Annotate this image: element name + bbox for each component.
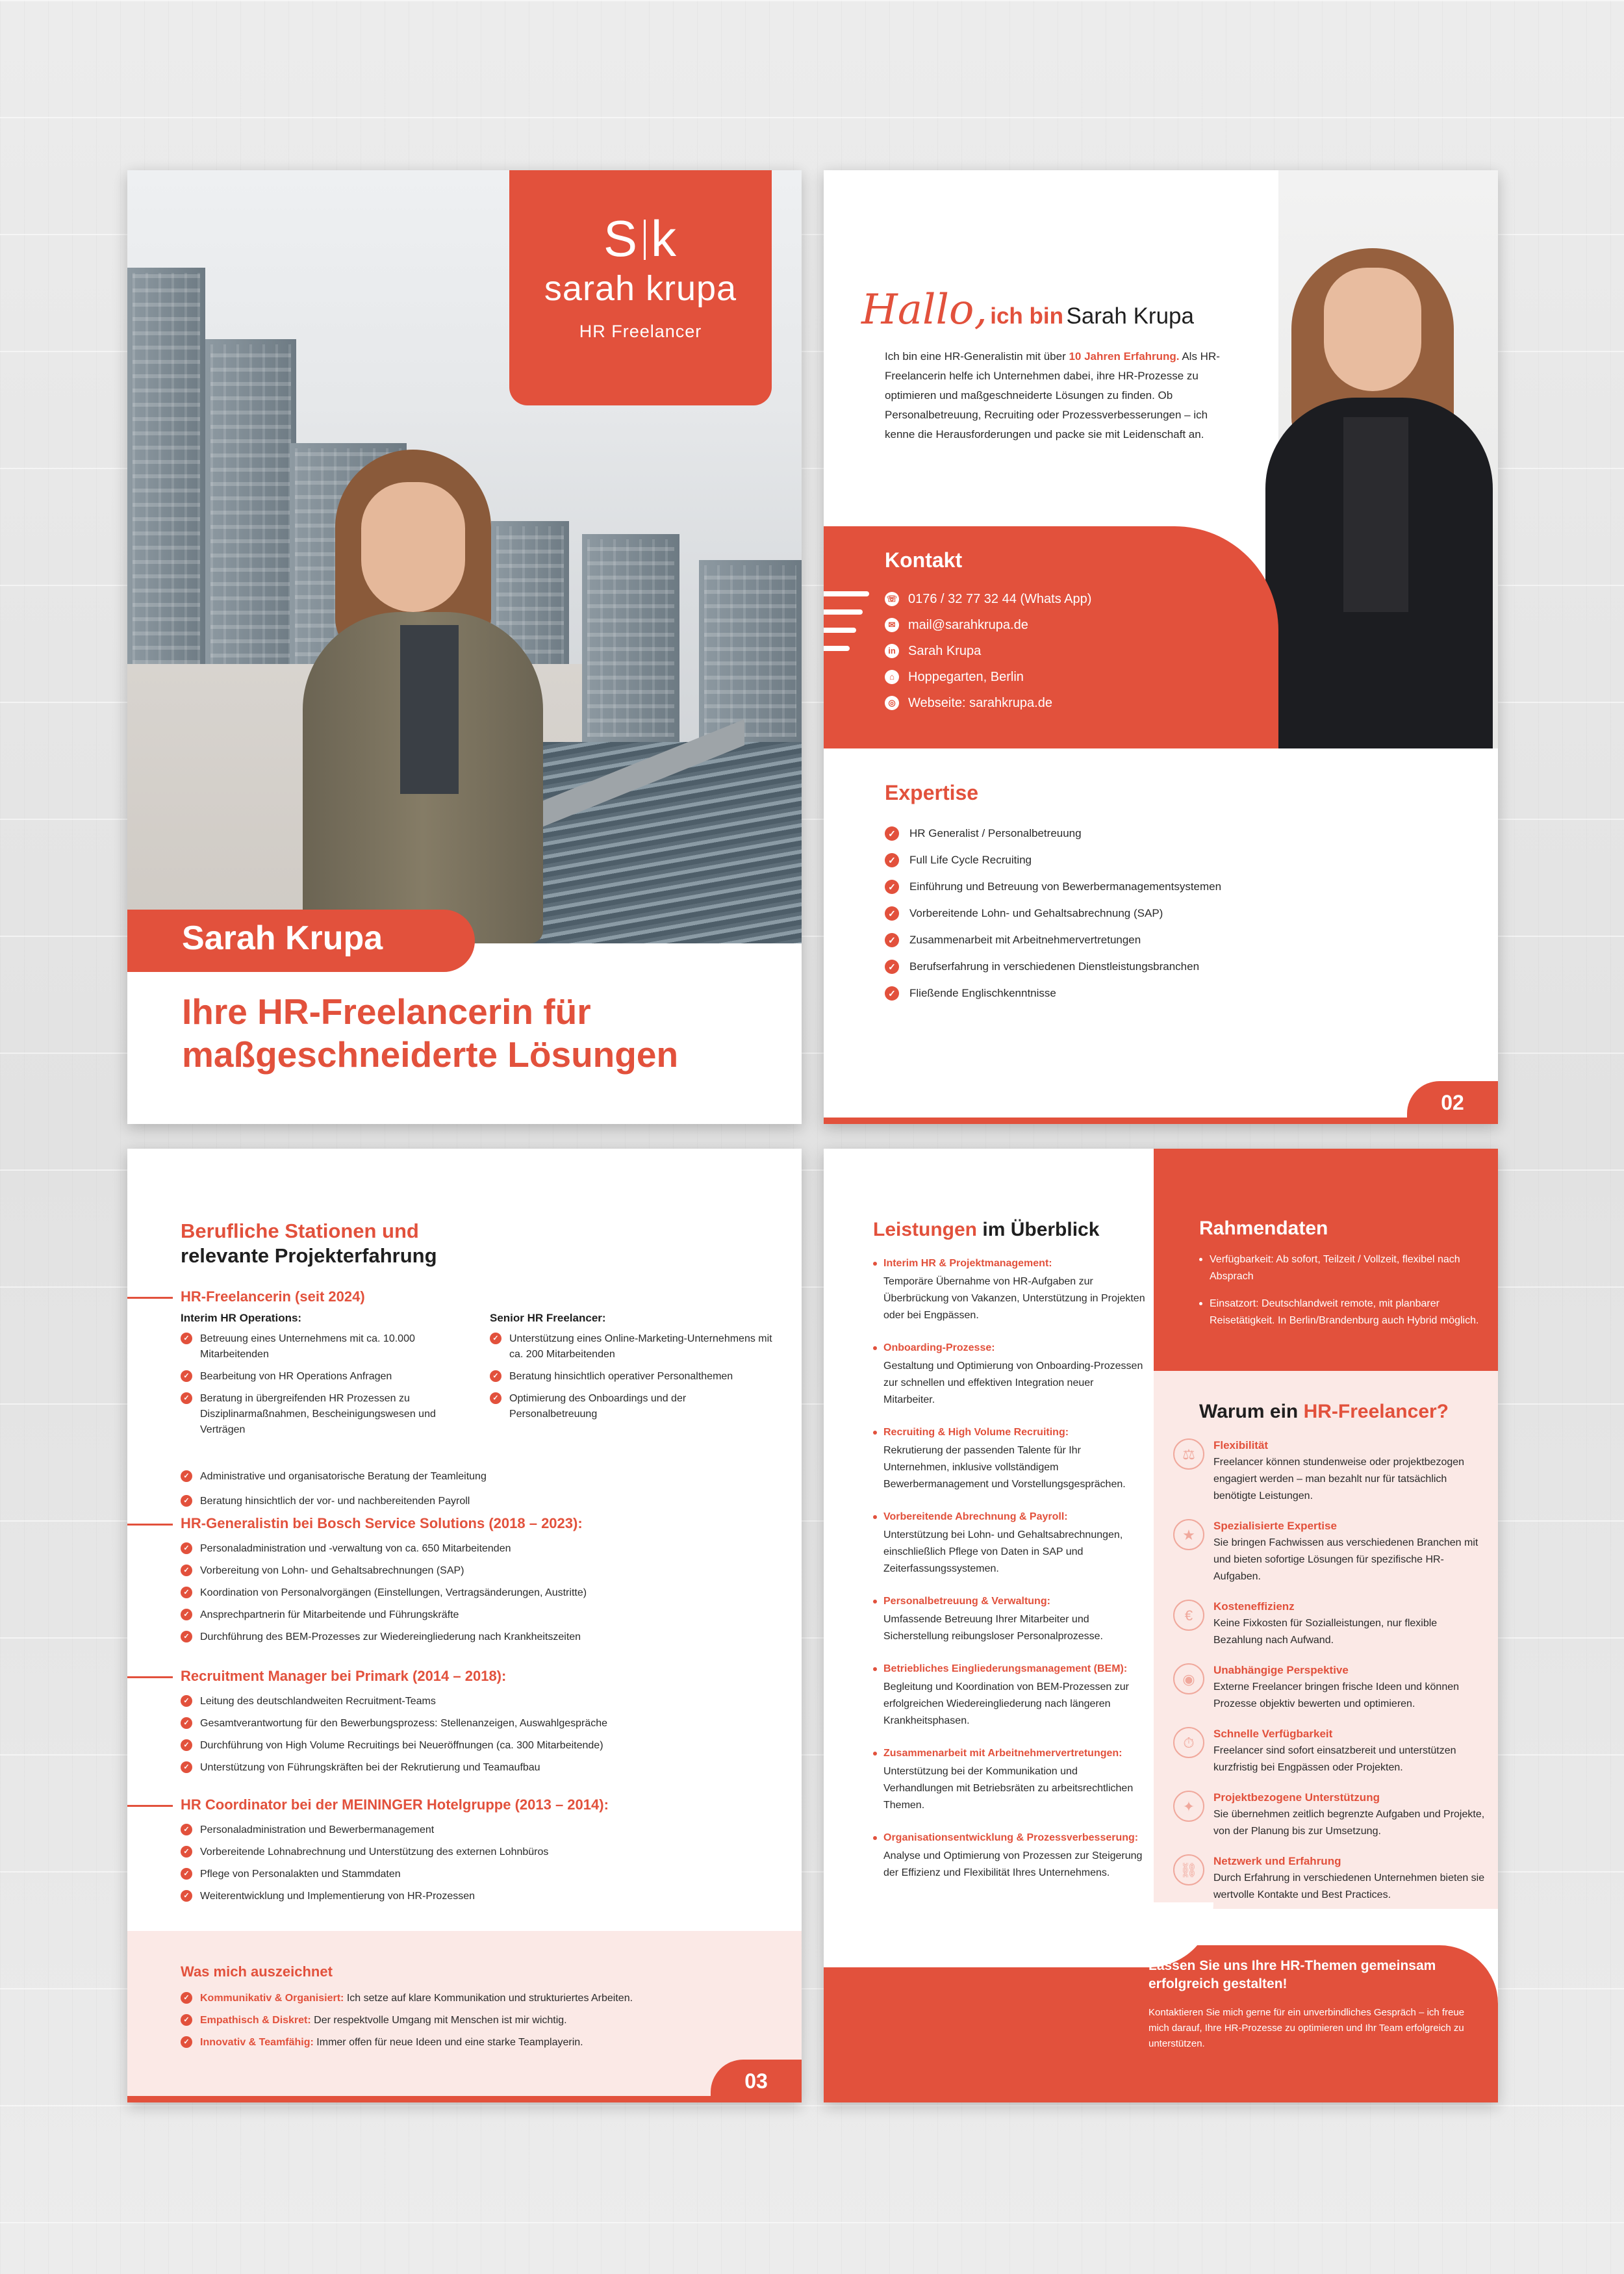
list-item: ✓ Leitung des deutschlandweiten Recruitment-Teams (181, 1694, 765, 1709)
why-item: ★ Spezialisierte Expertise Sie bringen Fachwissen aus verschiedenen Branchen mit und bieten sofortige Lösungen für spezifische HR-Aufgaben. (1173, 1519, 1485, 1585)
footer-bar (127, 2096, 802, 2102)
contact-website[interactable]: ◎ Webseite: sarahkrupa.de (885, 690, 1091, 716)
greeting (861, 286, 1277, 334)
why-item: ✦ Projektbezogene Unterstützung Sie übernehmen zeitlich begrenzte Aufgaben und Projekte, von der Planung bis zur Umsetzung. (1173, 1791, 1485, 1840)
list-item: ✓ Einführung und Betreuung von Bewerbermanagementsystemen (885, 880, 1456, 894)
profile-page (824, 170, 1498, 1124)
list-item: ✓ Personaladministration und Bewerbermanagement (181, 1822, 765, 1838)
greeting-script: Hallo, (861, 286, 987, 334)
building (699, 560, 802, 742)
team-icon: ✦ (1173, 1791, 1204, 1822)
intro-text: Ich bin eine HR-Generalistin mit über 10 Jahren Erfahrung. Als HR-Freelancerin helfe ich Unternehmen dabei, ihre HR-Prozesse zu optimieren und maßgeschneiderte Lösungen zu finden. Ob Personalbetreuung, Recruiting oder Prozessverbesserungen – ich kenne die Herausforderungen und packe sie mit Leidenschaft an. (885, 350, 1220, 441)
list-item: ✓ Unterstützung eines Online-Marketing-Unternehmens mit ca. 200 Mitarbeitenden (490, 1331, 776, 1362)
contact-title: Kontakt (885, 548, 963, 572)
expertise-title: Expertise (885, 781, 979, 804)
contact-block (824, 526, 1278, 748)
balance-icon: ⚖ (1173, 1438, 1204, 1470)
page-number: 03 (711, 2060, 802, 2102)
why-item: € Kosteneffizienz Keine Fixkosten für Sozialleistungen, nur flexible Bezahlung nach Aufwand. (1173, 1600, 1485, 1649)
job-list (181, 1541, 765, 1645)
whatsapp-icon: ☏ (885, 592, 899, 606)
greeting-name: Sarah Krupa (1066, 303, 1194, 329)
greeting-ich-bin: ich bin (990, 303, 1064, 329)
job-list (181, 1822, 765, 1904)
list-item: ✓ Vorbereitung von Lohn- und Gehaltsabrechnungen (SAP) (181, 1563, 765, 1579)
list-item: ✓ Personaladministration und -verwaltung von ca. 650 Mitarbeitenden (181, 1541, 765, 1557)
services-list (873, 1257, 1146, 1898)
job-subheading: Interim HR Operations: (181, 1312, 302, 1324)
contact-email[interactable]: ✉ mail@sarahkrupa.de (885, 612, 1091, 638)
logo-monogram: S k (603, 210, 678, 267)
job-list (181, 1331, 466, 1438)
building (205, 339, 296, 677)
cta-heading: Lassen Sie uns Ihre HR-Themen gemeinsam erfolgreich gestalten! (1148, 1958, 1436, 1991)
job-heading: HR-Freelancerin (seit 2024) (127, 1287, 802, 1307)
stopwatch-icon: ⏱ (1173, 1727, 1204, 1758)
list-item: ✓ Full Life Cycle Recruiting (885, 853, 1456, 867)
mail-icon: ✉ (885, 618, 899, 632)
list-item: ✓ Weiterentwicklung und Implementierung von HR-Prozessen (181, 1889, 765, 1904)
list-item: ✓ Ansprechpartnerin für Mitarbeitende und Führungskräfte (181, 1607, 765, 1623)
career-title: Berufliche Stationen und relevante Projekterfahrung (181, 1220, 437, 1267)
why-item: ⏱ Schnelle Verfügbarkeit Freelancer sind sofort einsatzbereit und unterstützen kurzfristig bei Engpässen oder Projekten. (1173, 1727, 1485, 1776)
service-item: Zusammenarbeit mit Arbeitnehmervertretungen: Unterstützung bei der Kommunikation und Verhandlungen mit Betriebsräten zu arbeitsrechtlichen Themen. (873, 1746, 1146, 1814)
services-page (824, 1149, 1498, 2102)
contact-list (885, 586, 1091, 716)
list-item: ✓ Optimierung des Onboardings und der Personalbetreuung (490, 1391, 776, 1422)
contact-decor-lines (824, 591, 882, 664)
contact-phone[interactable]: ☏ 0176 / 32 77 32 44 (Whats App) (885, 586, 1091, 612)
job-heading: Recruitment Manager bei Primark (2014 – 2018): (127, 1667, 802, 1686)
list-item: ✓ Vorbereitende Lohn- und Gehaltsabrechnung (SAP) (885, 906, 1456, 921)
network-icon: ⛓ (1173, 1854, 1204, 1885)
service-item: Onboarding-Prozesse: Gestaltung und Optimierung von Onboarding-Prozessen zur schnellen und effektiven Integration neuer Mitarbeiter. (873, 1341, 1146, 1409)
globe-icon: ◎ (885, 696, 899, 710)
page-number: 02 (1407, 1081, 1498, 1124)
service-item: Interim HR & Projektmanagement: Temporäre Übernahme von HR-Aufgaben zur Überbrückung von Vakanzen, Unterstützung in Projekten oder bei Engpässen. (873, 1257, 1146, 1324)
career-page (127, 1149, 802, 2102)
list-item: ✓ Zusammenarbeit mit Arbeitnehmervertretungen (885, 933, 1456, 947)
job-bosch (127, 1514, 802, 1652)
service-item: Vorbereitende Abrechnung & Payroll: Unterstützung bei Lohn- und Gehaltsabrechnungen, einschließlich Pflege von Daten in SAP und Zeiterfassungssystemen. (873, 1510, 1146, 1578)
list-item: Verfügbarkeit: Ab sofort, Teilzeit / Vollzeit, flexibel nach Absprach (1199, 1251, 1485, 1285)
why-item: ⚖ Flexibilität Freelancer können stundenweise oder projektbezogen engagiert werden – man bezahlt nur für tatsächlich benötigte Leistungen. (1173, 1438, 1485, 1505)
why-list (1173, 1438, 1485, 1918)
list-item: ✓ Innovativ & Teamfähig: Immer offen für neue Ideen und eine starke Teamplayerin. (181, 2035, 765, 2050)
list-item: ✓ Kommunikativ & Organisiert: Ich setze auf klare Kommunikation und strukturiertes Arbeiten. (181, 1991, 765, 2006)
service-item: Organisationsentwicklung & Prozessverbesserung: Analyse und Optimierung von Prozessen zur Steigerung der Effizienz und Flexibilität Ihres Unternehmens. (873, 1831, 1146, 1882)
list-item: ✓ Betreuung eines Unternehmens mit ca. 10.000 Mitarbeitenden (181, 1331, 466, 1362)
cover-page (127, 170, 802, 1124)
list-item: ✓ HR Generalist / Personalbetreuung (885, 826, 1456, 841)
list-item: ✓ Beratung hinsichtlich operativer Personalthemen (490, 1369, 776, 1385)
list-item: ✓ Koordination von Personalvorgängen (Einstellungen, Vertragsänderungen, Austritte) (181, 1585, 765, 1601)
list-item: ✓ Fließende Englischkenntnisse (885, 986, 1456, 1001)
list-item: ✓ Empathisch & Diskret: Der respektvolle Umgang mit Menschen ist mir wichtig. (181, 2013, 765, 2028)
portrait-person (296, 450, 556, 943)
services-title: Leistungen im Überblick (873, 1219, 1100, 1240)
profile-photo (1278, 170, 1498, 748)
list-item: ✓ Beratung in übergreifenden HR Prozessen zu Disziplinarmaßnahmen, Bescheinigungswesen und Verträgen (181, 1391, 466, 1438)
job-meininger (127, 1795, 802, 1911)
job-list (490, 1331, 776, 1422)
footer-bar (824, 1118, 1498, 1124)
why-item: ◉ Unabhängige Perspektive Externe Freelancer bringen frische Ideen und können Prozesse objektiv bewerten und optimieren. (1173, 1663, 1485, 1713)
job-subheading: Senior HR Freelancer: (490, 1312, 606, 1324)
job-heading: HR-Generalistin bei Bosch Service Solutions (2018 – 2023): (127, 1514, 802, 1533)
star-icon: ★ (1173, 1519, 1204, 1550)
contact-linkedin[interactable]: in Sarah Krupa (885, 638, 1091, 664)
service-item: Recruiting & High Volume Recruiting: Rekrutierung der passenden Talente für Ihr Unternehmen, inklusive vollständigem Bewerbermanagement und Vorstellungsgesprächen. (873, 1425, 1146, 1493)
why-freelancer-box (1154, 1371, 1498, 1909)
service-item: Personalbetreuung & Verwaltung: Umfassende Betreuung Ihrer Mitarbeiter und Sicherstellung reibungsloser Personalprozesse. (873, 1594, 1146, 1645)
list-item: Einsatzort: Deutschlandweit remote, mit planbarer Reisetätigkeit. In Berlin/Brandenburg auch Hybrid möglich. (1199, 1296, 1485, 1329)
service-item: Betriebliches Eingliederungsmanagement (BEM): Begleitung und Koordination von BEM-Prozessen zur erfolgreichen Wiedereingliederung nach längeren Krankheitsphasen. (873, 1662, 1146, 1730)
building (127, 268, 205, 683)
job-list (181, 1694, 765, 1776)
eye-icon: ◉ (1173, 1663, 1204, 1694)
list-item: ✓ Vorbereitende Lohnabrechnung und Unterstützung des externen Lohnbüros (181, 1845, 765, 1860)
list-item: ✓ Pflege von Personalakten und Stammdaten (181, 1867, 765, 1882)
why-item: ⛓ Netzwerk und Erfahrung Durch Erfahrung in verschiedenen Unternehmen bieten sie wertvolle Kontakte und Best Practices. (1173, 1854, 1485, 1904)
list-item: ✓ Durchführung von High Volume Recruitings bei Neueröffnungen (ca. 300 Mitarbeitende) (181, 1738, 765, 1754)
framework-box (1154, 1149, 1498, 1371)
linkedin-icon: in (885, 644, 899, 658)
highlights-title: Was mich auszeichnet (181, 1963, 333, 1980)
expertise-list (885, 826, 1456, 1013)
contact-location: ⌂ Hoppegarten, Berlin (885, 664, 1091, 690)
logo-subtitle: HR Freelancer (579, 322, 702, 341)
cta-text: Kontaktieren Sie mich gerne für ein unverbindliches Gespräch – ich freue mich darauf, Ihre HR-Prozesse zu optimieren und Ihr Team erfolgreich zu unterstützen. (1148, 2007, 1465, 2049)
list-item: ✓ Durchführung des BEM-Prozesses zur Wiedereingliederung nach Krankheitszeiten (181, 1629, 765, 1645)
job-primark (127, 1667, 802, 1782)
euro-icon: € (1173, 1600, 1204, 1631)
why-title: Warum ein HR-Freelancer? (1199, 1401, 1449, 1422)
list-item: ✓ Administrative und organisatorische Beratung der Teamleitung (181, 1469, 765, 1485)
job-freelancer (127, 1287, 802, 1516)
highlights-box (127, 1931, 802, 2102)
name-banner (127, 910, 475, 972)
list-item: ✓ Unterstützung von Führungskräften bei der Rekrutierung und Teamaufbau (181, 1760, 765, 1776)
logo-name: sarah krupa (544, 269, 737, 308)
list-item: ✓ Berufserfahrung in verschiedenen Dienstleistungsbranchen (885, 960, 1456, 974)
list-item: ✓ Gesamtverantwortung für den Bewerbungsprozess: Stellenanzeigen, Auswahlgespräche (181, 1716, 765, 1731)
list-item: ✓ Beratung hinsichtlich der vor- und nachbereitenden Payroll (181, 1494, 765, 1509)
logo-badge (509, 170, 772, 405)
job-list (181, 1469, 765, 1509)
framework-list (1199, 1251, 1485, 1340)
intro-highlight: 10 Jahren Erfahrung. (1069, 350, 1180, 363)
highlights-list (181, 1991, 765, 2057)
cover-headline: Ihre HR-Freelancerin für maßgeschneiderte Lösungen (182, 991, 679, 1075)
cover-name: Sarah Krupa (182, 919, 383, 957)
framework-title: Rahmendaten (1199, 1218, 1328, 1239)
job-heading: HR Coordinator bei der MEININGER Hotelgruppe (2013 – 2014): (127, 1795, 802, 1815)
list-item: ✓ Bearbeitung von HR Operations Anfragen (181, 1369, 466, 1385)
building (582, 534, 679, 742)
location-icon: ⌂ (885, 670, 899, 684)
